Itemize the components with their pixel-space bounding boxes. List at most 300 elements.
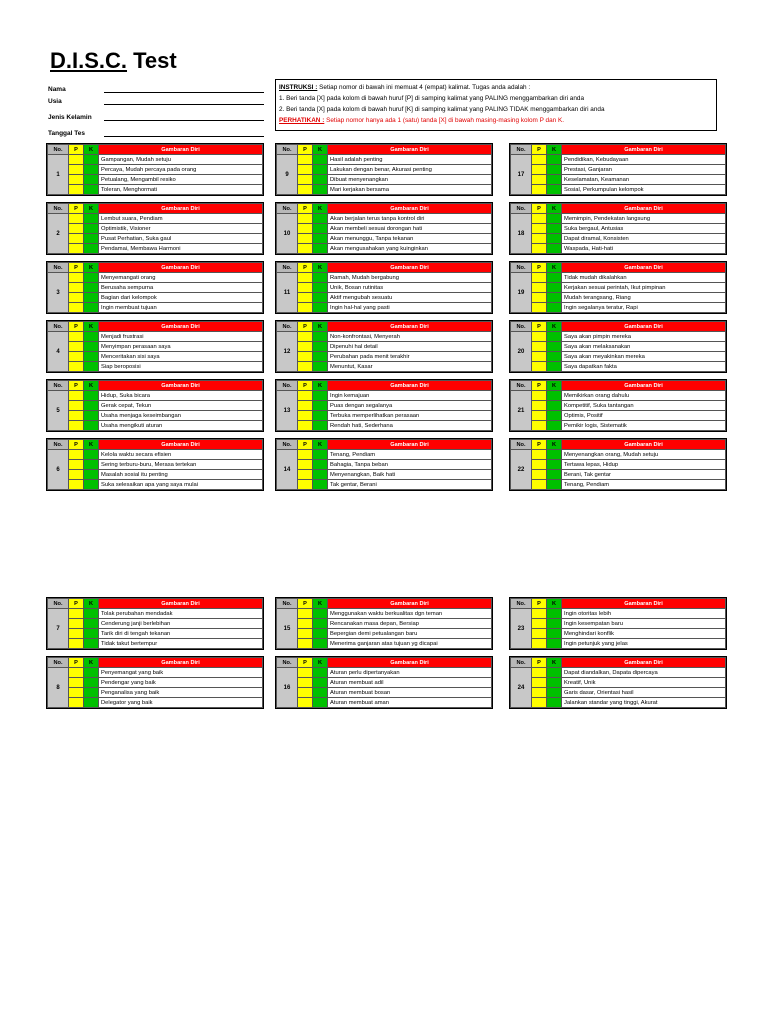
table-row xyxy=(511,421,726,431)
statement-text: Saya akan pimpin mereka xyxy=(562,332,726,342)
k-checkbox-cell[interactable] xyxy=(547,480,562,490)
k-checkbox-cell[interactable] xyxy=(313,450,328,460)
p-checkbox-cell[interactable] xyxy=(298,303,313,313)
statement-text: Suka selesaikan apa yang saya mulai xyxy=(99,480,263,490)
k-checkbox-cell[interactable] xyxy=(313,629,328,639)
k-checkbox-cell[interactable] xyxy=(547,639,562,649)
p-checkbox-cell[interactable] xyxy=(69,678,84,688)
k-checkbox-cell[interactable] xyxy=(313,362,328,372)
k-checkbox-cell[interactable] xyxy=(84,629,99,639)
p-checkbox-cell[interactable] xyxy=(298,391,313,401)
k-checkbox-cell[interactable] xyxy=(547,175,562,185)
p-checkbox-cell[interactable] xyxy=(532,155,547,165)
p-checkbox-cell[interactable] xyxy=(532,175,547,185)
p-checkbox-cell[interactable] xyxy=(532,244,547,254)
k-checkbox-cell[interactable] xyxy=(313,391,328,401)
p-checkbox-cell[interactable] xyxy=(69,639,84,649)
statement-text: Rendah hati, Sederhana xyxy=(328,421,492,431)
k-checkbox-cell[interactable] xyxy=(84,303,99,313)
k-checkbox-cell[interactable] xyxy=(84,352,99,362)
p-checkbox-cell[interactable] xyxy=(69,155,84,165)
table-header xyxy=(48,658,263,668)
table-row xyxy=(48,480,263,490)
p-checkbox-cell[interactable] xyxy=(532,283,547,293)
k-checkbox-cell[interactable] xyxy=(84,175,99,185)
p-checkbox-cell[interactable] xyxy=(69,668,84,678)
p-checkbox-cell[interactable] xyxy=(298,619,313,629)
table-row xyxy=(511,214,726,224)
header-p: P xyxy=(298,381,313,391)
table-row xyxy=(48,698,263,708)
statement-text: Gerak cepat, Tekun xyxy=(99,401,263,411)
question-number: 21 xyxy=(511,391,532,431)
k-checkbox-cell[interactable] xyxy=(547,460,562,470)
k-checkbox-cell[interactable] xyxy=(84,639,99,649)
k-checkbox-cell[interactable] xyxy=(313,352,328,362)
k-checkbox-cell[interactable] xyxy=(84,609,99,619)
k-checkbox-cell[interactable] xyxy=(313,175,328,185)
question-block xyxy=(275,597,493,650)
header-gambaran: Gambaran Diri xyxy=(99,145,263,155)
table-row xyxy=(277,155,492,165)
p-checkbox-cell[interactable] xyxy=(532,688,547,698)
table-row xyxy=(277,678,492,688)
k-checkbox-cell[interactable] xyxy=(84,165,99,175)
p-checkbox-cell[interactable] xyxy=(532,303,547,313)
k-checkbox-cell[interactable] xyxy=(547,155,562,165)
k-checkbox-cell[interactable] xyxy=(547,391,562,401)
table-row xyxy=(277,185,492,195)
k-checkbox-cell[interactable] xyxy=(84,283,99,293)
p-checkbox-cell[interactable] xyxy=(298,480,313,490)
k-checkbox-cell[interactable] xyxy=(313,185,328,195)
p-checkbox-cell[interactable] xyxy=(69,401,84,411)
question-number: 22 xyxy=(511,450,532,490)
p-checkbox-cell[interactable] xyxy=(69,244,84,254)
statement-text: Kelola waktu secara efisien xyxy=(99,450,263,460)
statement-text: Kreatif, Unik xyxy=(562,678,726,688)
k-checkbox-cell[interactable] xyxy=(84,470,99,480)
p-checkbox-cell[interactable] xyxy=(298,283,313,293)
k-checkbox-cell[interactable] xyxy=(84,678,99,688)
p-checkbox-cell[interactable] xyxy=(532,470,547,480)
p-checkbox-cell[interactable] xyxy=(298,460,313,470)
question-number: 17 xyxy=(511,155,532,195)
page-title xyxy=(50,48,177,74)
table-row xyxy=(48,678,263,688)
k-checkbox-cell[interactable] xyxy=(84,155,99,165)
k-checkbox-cell[interactable] xyxy=(547,609,562,619)
k-checkbox-cell[interactable] xyxy=(313,668,328,678)
header-p: P xyxy=(532,440,547,450)
statement-text: Toleran, Menghormati xyxy=(99,185,263,195)
p-checkbox-cell[interactable] xyxy=(69,234,84,244)
table-row xyxy=(511,639,726,649)
k-checkbox-cell[interactable] xyxy=(547,342,562,352)
k-checkbox-cell[interactable] xyxy=(547,332,562,342)
k-checkbox-cell[interactable] xyxy=(313,678,328,688)
p-checkbox-cell[interactable] xyxy=(69,609,84,619)
k-checkbox-cell[interactable] xyxy=(547,214,562,224)
p-checkbox-cell[interactable] xyxy=(69,698,84,708)
table-row xyxy=(48,303,263,313)
p-checkbox-cell[interactable] xyxy=(69,342,84,352)
k-checkbox-cell[interactable] xyxy=(313,332,328,342)
p-checkbox-cell[interactable] xyxy=(298,421,313,431)
p-checkbox-cell[interactable] xyxy=(532,639,547,649)
k-checkbox-cell[interactable] xyxy=(84,480,99,490)
p-checkbox-cell[interactable] xyxy=(532,411,547,421)
p-checkbox-cell[interactable] xyxy=(532,342,547,352)
question-table xyxy=(510,598,726,649)
p-checkbox-cell[interactable] xyxy=(69,352,84,362)
statement-text: Akan mengusahakan yang kuinginkan xyxy=(328,244,492,254)
p-checkbox-cell[interactable] xyxy=(532,165,547,175)
k-checkbox-cell[interactable] xyxy=(313,342,328,352)
k-checkbox-cell[interactable] xyxy=(84,214,99,224)
p-checkbox-cell[interactable] xyxy=(532,332,547,342)
p-checkbox-cell[interactable] xyxy=(532,362,547,372)
statement-text: Aturan membuat adil xyxy=(328,678,492,688)
p-checkbox-cell[interactable] xyxy=(298,332,313,342)
k-checkbox-cell[interactable] xyxy=(547,165,562,175)
p-checkbox-cell[interactable] xyxy=(298,234,313,244)
k-checkbox-cell[interactable] xyxy=(84,688,99,698)
header-no: No. xyxy=(277,322,298,332)
jenis-kelamin-field[interactable] xyxy=(104,120,264,121)
p-checkbox-cell[interactable] xyxy=(298,342,313,352)
p-checkbox-cell[interactable] xyxy=(69,421,84,431)
p-checkbox-cell[interactable] xyxy=(532,609,547,619)
statement-text: Akan membeli sesuai dorongan hati xyxy=(328,224,492,234)
p-checkbox-cell[interactable] xyxy=(298,155,313,165)
statement-text: Percaya, Mudah percaya pada orang xyxy=(99,165,263,175)
k-checkbox-cell[interactable] xyxy=(84,698,99,708)
p-checkbox-cell[interactable] xyxy=(298,293,313,303)
question-table xyxy=(276,598,492,649)
k-checkbox-cell[interactable] xyxy=(547,185,562,195)
p-checkbox-cell[interactable] xyxy=(69,619,84,629)
table-row xyxy=(277,244,492,254)
question-table xyxy=(276,380,492,431)
p-checkbox-cell[interactable] xyxy=(69,362,84,372)
statement-text: Terbuka memperlihatkan perasaan xyxy=(328,411,492,421)
header-p: P xyxy=(298,145,313,155)
p-checkbox-cell[interactable] xyxy=(69,460,84,470)
table-row xyxy=(277,303,492,313)
k-checkbox-cell[interactable] xyxy=(547,362,562,372)
k-checkbox-cell[interactable] xyxy=(84,234,99,244)
statement-text: Delegator yang baik xyxy=(99,698,263,708)
k-checkbox-cell[interactable] xyxy=(313,609,328,619)
k-checkbox-cell[interactable] xyxy=(547,303,562,313)
k-checkbox-cell[interactable] xyxy=(547,401,562,411)
p-checkbox-cell[interactable] xyxy=(69,214,84,224)
p-checkbox-cell[interactable] xyxy=(532,293,547,303)
p-checkbox-cell[interactable] xyxy=(532,421,547,431)
p-checkbox-cell[interactable] xyxy=(298,668,313,678)
k-checkbox-cell[interactable] xyxy=(84,362,99,372)
header-no: No. xyxy=(48,204,69,214)
p-checkbox-cell[interactable] xyxy=(298,639,313,649)
tanggal-tes-field[interactable] xyxy=(104,136,264,137)
k-checkbox-cell[interactable] xyxy=(313,214,328,224)
header-p: P xyxy=(69,599,84,609)
k-checkbox-cell[interactable] xyxy=(313,165,328,175)
table-header xyxy=(511,440,726,450)
question-number: 24 xyxy=(511,668,532,708)
p-checkbox-cell[interactable] xyxy=(298,401,313,411)
statement-text: Menyemangati orang xyxy=(99,273,263,283)
k-checkbox-cell[interactable] xyxy=(547,352,562,362)
instructions-line-1 xyxy=(279,82,713,93)
p-checkbox-cell[interactable] xyxy=(298,411,313,421)
info-row-tanggal-tes xyxy=(48,122,264,138)
p-checkbox-cell[interactable] xyxy=(69,470,84,480)
question-table xyxy=(276,203,492,254)
k-checkbox-cell[interactable] xyxy=(84,391,99,401)
k-checkbox-cell[interactable] xyxy=(84,293,99,303)
k-checkbox-cell[interactable] xyxy=(547,244,562,254)
p-checkbox-cell[interactable] xyxy=(298,470,313,480)
k-checkbox-cell[interactable] xyxy=(313,401,328,411)
statement-text: Tertawa lepas, Hidup xyxy=(562,460,726,470)
p-checkbox-cell[interactable] xyxy=(532,352,547,362)
header-gambaran: Gambaran Diri xyxy=(99,440,263,450)
nama-field[interactable] xyxy=(104,92,264,93)
p-checkbox-cell[interactable] xyxy=(298,224,313,234)
p-checkbox-cell[interactable] xyxy=(69,480,84,490)
header-no: No. xyxy=(277,145,298,155)
k-checkbox-cell[interactable] xyxy=(84,619,99,629)
k-checkbox-cell[interactable] xyxy=(84,244,99,254)
p-checkbox-cell[interactable] xyxy=(532,678,547,688)
k-checkbox-cell[interactable] xyxy=(313,460,328,470)
header-gambaran: Gambaran Diri xyxy=(562,204,726,214)
header-p: P xyxy=(298,440,313,450)
question-table xyxy=(276,657,492,708)
p-checkbox-cell[interactable] xyxy=(532,619,547,629)
k-checkbox-cell[interactable] xyxy=(313,411,328,421)
header-gambaran: Gambaran Diri xyxy=(328,263,492,273)
header-k: K xyxy=(84,322,99,332)
p-checkbox-cell[interactable] xyxy=(298,698,313,708)
k-checkbox-cell[interactable] xyxy=(84,421,99,431)
k-checkbox-cell[interactable] xyxy=(84,332,99,342)
p-checkbox-cell[interactable] xyxy=(69,450,84,460)
p-checkbox-cell[interactable] xyxy=(69,629,84,639)
header-k: K xyxy=(547,381,562,391)
p-checkbox-cell[interactable] xyxy=(69,283,84,293)
k-checkbox-cell[interactable] xyxy=(547,224,562,234)
k-checkbox-cell[interactable] xyxy=(313,283,328,293)
k-checkbox-cell[interactable] xyxy=(84,401,99,411)
p-checkbox-cell[interactable] xyxy=(532,273,547,283)
p-checkbox-cell[interactable] xyxy=(532,450,547,460)
k-checkbox-cell[interactable] xyxy=(547,234,562,244)
statement-text: Saya dapatkan fakta xyxy=(562,362,726,372)
k-checkbox-cell[interactable] xyxy=(313,234,328,244)
p-checkbox-cell[interactable] xyxy=(69,303,84,313)
header-no: No. xyxy=(277,204,298,214)
table-header xyxy=(48,599,263,609)
table-header xyxy=(277,204,492,214)
k-checkbox-cell[interactable] xyxy=(313,303,328,313)
p-checkbox-cell[interactable] xyxy=(69,273,84,283)
question-table xyxy=(510,439,726,490)
p-checkbox-cell[interactable] xyxy=(69,185,84,195)
p-checkbox-cell[interactable] xyxy=(298,688,313,698)
question-block xyxy=(509,379,727,432)
k-checkbox-cell[interactable] xyxy=(547,470,562,480)
p-checkbox-cell[interactable] xyxy=(69,293,84,303)
instructions-heading: INSTRUKSI : xyxy=(279,84,318,91)
p-checkbox-cell[interactable] xyxy=(69,165,84,175)
p-checkbox-cell[interactable] xyxy=(298,362,313,372)
k-checkbox-cell[interactable] xyxy=(547,450,562,460)
k-checkbox-cell[interactable] xyxy=(547,629,562,639)
question-table xyxy=(276,262,492,313)
header-k: K xyxy=(313,381,328,391)
k-checkbox-cell[interactable] xyxy=(84,273,99,283)
statement-text: Berusaha sempurna xyxy=(99,283,263,293)
k-checkbox-cell[interactable] xyxy=(84,450,99,460)
p-checkbox-cell[interactable] xyxy=(532,401,547,411)
table-header xyxy=(48,145,263,155)
k-checkbox-cell[interactable] xyxy=(547,293,562,303)
table-row xyxy=(277,629,492,639)
k-checkbox-cell[interactable] xyxy=(313,244,328,254)
header-p: P xyxy=(298,204,313,214)
p-checkbox-cell[interactable] xyxy=(532,224,547,234)
table-row xyxy=(277,214,492,224)
p-checkbox-cell[interactable] xyxy=(69,411,84,421)
k-checkbox-cell[interactable] xyxy=(547,698,562,708)
p-checkbox-cell[interactable] xyxy=(69,688,84,698)
table-row xyxy=(48,688,263,698)
statement-text: Waspada, Hati-hati xyxy=(562,244,726,254)
instructions-warning xyxy=(279,115,713,126)
k-checkbox-cell[interactable] xyxy=(547,411,562,421)
p-checkbox-cell[interactable] xyxy=(532,668,547,678)
k-checkbox-cell[interactable] xyxy=(84,342,99,352)
header-no: No. xyxy=(511,440,532,450)
p-checkbox-cell[interactable] xyxy=(298,450,313,460)
header-p: P xyxy=(69,204,84,214)
k-checkbox-cell[interactable] xyxy=(84,411,99,421)
header-no: No. xyxy=(511,263,532,273)
p-checkbox-cell[interactable] xyxy=(69,332,84,342)
statement-text: Menyenangkan, Baik hati xyxy=(328,470,492,480)
p-checkbox-cell[interactable] xyxy=(532,460,547,470)
k-checkbox-cell[interactable] xyxy=(313,688,328,698)
header-p: P xyxy=(298,263,313,273)
k-checkbox-cell[interactable] xyxy=(547,688,562,698)
header-p: P xyxy=(298,658,313,668)
k-checkbox-cell[interactable] xyxy=(313,480,328,490)
p-checkbox-cell[interactable] xyxy=(298,629,313,639)
header-no: No. xyxy=(48,381,69,391)
statement-text: Menyimpan perasaan saya xyxy=(99,342,263,352)
k-checkbox-cell[interactable] xyxy=(84,460,99,470)
k-checkbox-cell[interactable] xyxy=(84,668,99,678)
p-checkbox-cell[interactable] xyxy=(298,609,313,619)
k-checkbox-cell[interactable] xyxy=(547,273,562,283)
k-checkbox-cell[interactable] xyxy=(313,273,328,283)
header-k: K xyxy=(84,204,99,214)
statement-text: Puas dengan segalanya xyxy=(328,401,492,411)
k-checkbox-cell[interactable] xyxy=(313,698,328,708)
header-gambaran: Gambaran Diri xyxy=(562,381,726,391)
p-checkbox-cell[interactable] xyxy=(298,678,313,688)
k-checkbox-cell[interactable] xyxy=(313,421,328,431)
info-label: Tanggal Tes xyxy=(48,130,85,137)
p-checkbox-cell[interactable] xyxy=(69,224,84,234)
usia-field[interactable] xyxy=(104,104,264,105)
header-p: P xyxy=(69,263,84,273)
table-row xyxy=(511,224,726,234)
p-checkbox-cell[interactable] xyxy=(532,234,547,244)
p-checkbox-cell[interactable] xyxy=(69,175,84,185)
question-block xyxy=(509,320,727,373)
header-no: No. xyxy=(511,322,532,332)
statement-text: Menggunakan waktu berkualitas dgn teman xyxy=(328,609,492,619)
p-checkbox-cell[interactable] xyxy=(298,175,313,185)
k-checkbox-cell[interactable] xyxy=(313,470,328,480)
p-checkbox-cell[interactable] xyxy=(532,391,547,401)
k-checkbox-cell[interactable] xyxy=(84,224,99,234)
table-row xyxy=(48,352,263,362)
p-checkbox-cell[interactable] xyxy=(532,698,547,708)
p-checkbox-cell[interactable] xyxy=(69,391,84,401)
k-checkbox-cell[interactable] xyxy=(313,155,328,165)
p-checkbox-cell[interactable] xyxy=(298,214,313,224)
p-checkbox-cell[interactable] xyxy=(532,185,547,195)
k-checkbox-cell[interactable] xyxy=(313,224,328,234)
table-row xyxy=(48,165,263,175)
k-checkbox-cell[interactable] xyxy=(313,293,328,303)
k-checkbox-cell[interactable] xyxy=(547,668,562,678)
k-checkbox-cell[interactable] xyxy=(313,639,328,649)
statement-text: Sosial, Perkumpulan kelompok xyxy=(562,185,726,195)
k-checkbox-cell[interactable] xyxy=(547,421,562,431)
k-checkbox-cell[interactable] xyxy=(313,619,328,629)
p-checkbox-cell[interactable] xyxy=(298,185,313,195)
header-k: K xyxy=(84,440,99,450)
p-checkbox-cell[interactable] xyxy=(298,352,313,362)
header-no: No. xyxy=(48,263,69,273)
p-checkbox-cell[interactable] xyxy=(298,244,313,254)
warning-heading: PERHATIKAN : xyxy=(279,117,325,124)
k-checkbox-cell[interactable] xyxy=(84,185,99,195)
p-checkbox-cell[interactable] xyxy=(532,214,547,224)
question-number: 20 xyxy=(511,332,532,372)
k-checkbox-cell[interactable] xyxy=(547,283,562,293)
k-checkbox-cell[interactable] xyxy=(547,619,562,629)
question-block xyxy=(46,320,264,373)
p-checkbox-cell[interactable] xyxy=(298,273,313,283)
p-checkbox-cell[interactable] xyxy=(298,165,313,175)
k-checkbox-cell[interactable] xyxy=(547,678,562,688)
table-header xyxy=(48,263,263,273)
p-checkbox-cell[interactable] xyxy=(532,629,547,639)
table-header xyxy=(277,599,492,609)
p-checkbox-cell[interactable] xyxy=(532,480,547,490)
question-table xyxy=(510,321,726,372)
table-row xyxy=(48,224,263,234)
statement-text: Tarik diri di tengah tekanan xyxy=(99,629,263,639)
statement-text: Tidak takut bertempur xyxy=(99,639,263,649)
